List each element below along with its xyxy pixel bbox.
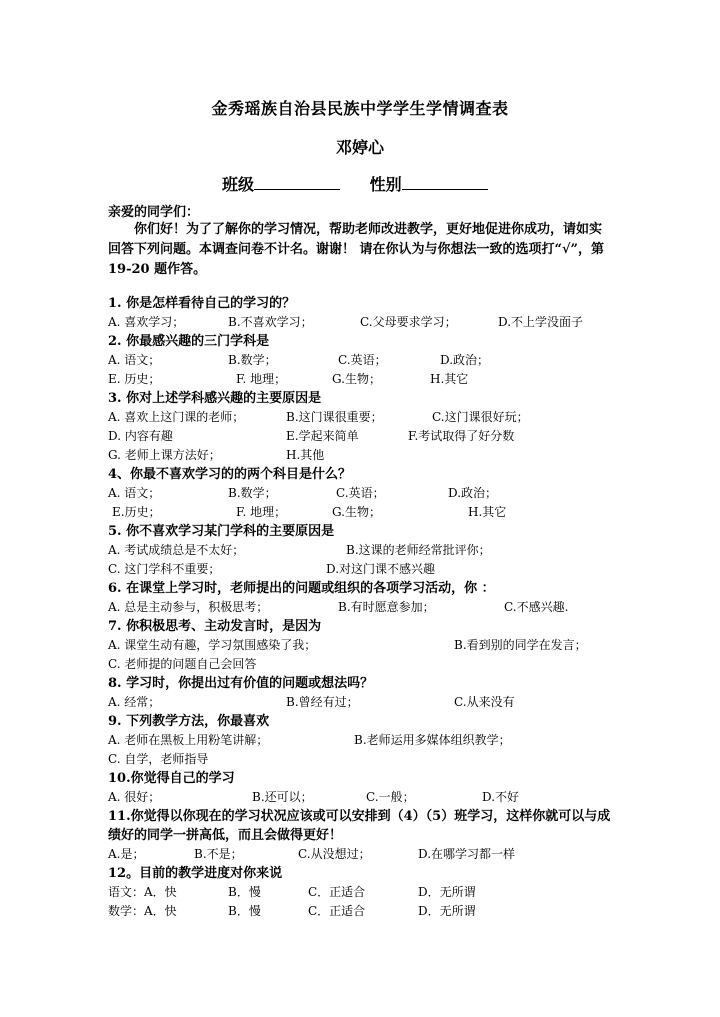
option-choice[interactable]: D.不上学没面子 <box>498 315 584 329</box>
options-row <box>108 313 618 332</box>
question-text: 10.你觉得自己的学习 <box>108 771 235 786</box>
option-choice[interactable]: E. 历史； <box>108 372 161 386</box>
class-gender-fields <box>222 172 512 195</box>
question-text: 9. 下列教学方法，你最喜欢 <box>108 714 270 729</box>
option-choice[interactable]: D. 内容有趣 <box>108 429 173 443</box>
option-choice[interactable]: C.父母要求学习； <box>360 315 457 329</box>
question-text: 11.你觉得以你现在的学习状况应该或可以安排到（4）（5）班学习，这样你就可以与成绩好的同学一拼高低，而且会做得更好！ <box>108 809 611 843</box>
option-choice[interactable]: E.历史； <box>112 505 161 519</box>
author-name: 邓婷心 <box>335 138 384 157</box>
option-choice[interactable]: C. 这门学科不重要； <box>108 562 221 576</box>
option-choice[interactable]: C．正适合 <box>308 885 366 899</box>
greeting: 亲爱的同学们： <box>108 205 200 220</box>
options-row <box>108 731 618 750</box>
option-choice[interactable]: H.其他 <box>286 448 325 462</box>
option-choice[interactable]: C.从没想过； <box>298 847 371 861</box>
option-choice[interactable]: A. 课堂生动有趣，学习氛围感染了我； <box>108 638 317 652</box>
option-choice[interactable]: D.对这门课不感兴趣 <box>326 562 436 576</box>
question-text: 8. 学习时，你提出过有价值的问题或想法吗？ <box>108 676 374 691</box>
gender-label: 性别 <box>369 175 402 194</box>
options-row <box>108 693 618 712</box>
options-row <box>108 636 618 655</box>
options-row <box>108 883 618 902</box>
option-choice[interactable]: C. 老师提的问题自己会回答 <box>108 657 257 671</box>
option-choice[interactable]: D．无所谓 <box>418 904 476 918</box>
option-choice[interactable]: C. 自学，老师指导 <box>108 752 209 766</box>
question-text: 12。目前的教学进度对你来说 <box>108 866 283 881</box>
question-text: 5. 你不喜欢学习某门学科的主要原因是 <box>108 524 335 539</box>
option-choice[interactable]: A. 喜欢上这门课的老师； <box>108 410 245 424</box>
gender-blank[interactable] <box>402 175 488 190</box>
question-text: 3. 你对上述学科感兴趣的主要原因是 <box>108 391 322 406</box>
option-choice[interactable]: B.不喜欢学习； <box>228 315 313 329</box>
option-choice[interactable]: F. 地理； <box>236 372 287 386</box>
option-choice[interactable]: B.这课的老师经常批评你； <box>346 543 491 557</box>
option-choice[interactable]: D．无所谓 <box>418 885 476 899</box>
option-choice[interactable]: A. 语文； <box>108 486 161 500</box>
option-choice[interactable]: H.其它 <box>468 505 507 519</box>
option-choice[interactable]: D.政治； <box>440 353 490 367</box>
options-row <box>108 427 618 446</box>
intro-paragraph: 你们好！为了了解你的学习情况，帮助老师改进教学，更好地促进你成功，请如实回答下列问题。本调查问卷不计名。谢谢！ 请在你认为与你想法一致的选项打“√”，第 19-20 题作答。 <box>108 222 605 277</box>
option-choice[interactable]: G.生物； <box>332 372 381 386</box>
option-choice[interactable]: 数学：A．快 <box>108 904 177 918</box>
option-choice[interactable]: B.数学； <box>228 353 277 367</box>
option-choice[interactable]: C.这门课很好玩； <box>432 410 529 424</box>
options-row <box>108 503 618 522</box>
option-choice[interactable]: F.考试取得了好分数 <box>408 429 515 443</box>
option-choice[interactable]: E.学起来简单 <box>286 429 359 443</box>
option-choice[interactable]: C.英语； <box>336 486 385 500</box>
option-choice[interactable]: F. 地理； <box>236 505 287 519</box>
option-choice[interactable]: A. 考试成绩总是不太好； <box>108 543 245 557</box>
question-text: 1. 你是怎样看待自己的学习的？ <box>108 296 296 311</box>
question-text: 4、你最不喜欢学习的的两个科目是什么？ <box>108 467 352 482</box>
option-choice[interactable]: A. 很好； <box>108 790 161 804</box>
option-choice[interactable]: B．慢 <box>228 904 261 918</box>
option-choice[interactable]: C.英语； <box>338 353 387 367</box>
option-choice[interactable]: C．正适合 <box>308 904 366 918</box>
question-text: 6. 在课堂上学习时，老师提出的问题或组织的各项学习活动，你 ： <box>108 581 495 596</box>
option-choice[interactable]: B.还可以； <box>252 790 313 804</box>
option-choice[interactable]: B.老师运用多媒体组织教学； <box>354 733 511 747</box>
option-choice[interactable]: D.政治； <box>448 486 498 500</box>
option-choice[interactable]: B.这门课很重要； <box>286 410 383 424</box>
option-choice[interactable]: A. 老师在黑板上用粉笔讲解； <box>108 733 269 747</box>
options-row <box>108 598 618 617</box>
option-choice[interactable]: C.不感兴趣. <box>504 600 569 614</box>
option-choice[interactable]: A. 总是主动参与，积极思考； <box>108 600 269 614</box>
options-row <box>108 750 618 769</box>
options-row <box>108 446 618 465</box>
options-row <box>108 408 618 427</box>
options-row <box>108 541 618 560</box>
option-choice[interactable]: D.不好 <box>482 790 520 804</box>
options-row <box>108 351 618 370</box>
option-choice[interactable]: A. 经常； <box>108 695 161 709</box>
option-choice[interactable]: G. 老师上课方法好； <box>108 448 221 462</box>
options-row <box>108 788 618 807</box>
question-text: 7. 你积极思考、主动发言时，是因为 <box>108 619 322 634</box>
class-label: 班级 <box>222 175 255 194</box>
option-choice[interactable]: B.不是； <box>194 847 243 861</box>
option-choice[interactable]: B.数学； <box>228 486 277 500</box>
options-row <box>108 655 618 674</box>
option-choice[interactable]: A.是； <box>108 847 145 861</box>
option-choice[interactable]: B.看到别的同学在发言； <box>454 638 587 652</box>
option-choice[interactable]: D.在哪学习都一样 <box>418 847 516 861</box>
option-choice[interactable]: B.曾经有过； <box>286 695 359 709</box>
option-choice[interactable]: 语文：A．快 <box>108 885 177 899</box>
options-row <box>108 560 618 579</box>
options-row <box>108 484 618 503</box>
options-row <box>108 902 618 921</box>
option-choice[interactable]: B．慢 <box>228 885 261 899</box>
option-choice[interactable]: B.有时愿意参加； <box>338 600 435 614</box>
option-choice[interactable]: A. 语文； <box>108 353 161 367</box>
class-blank[interactable] <box>254 175 340 190</box>
options-row <box>108 845 618 864</box>
option-choice[interactable]: A. 喜欢学习； <box>108 315 185 329</box>
options-row <box>108 370 618 389</box>
option-choice[interactable]: G.生物； <box>332 505 381 519</box>
option-choice[interactable]: C.从来没有 <box>454 695 515 709</box>
option-choice[interactable]: H.其它 <box>430 372 469 386</box>
question-text: 2. 你最感兴趣的三门学科是 <box>108 334 270 349</box>
document-title: 金秀瑶族自治县民族中学学生学情调查表 <box>211 99 509 118</box>
option-choice[interactable]: C.一般； <box>366 790 415 804</box>
question-list <box>108 294 618 921</box>
